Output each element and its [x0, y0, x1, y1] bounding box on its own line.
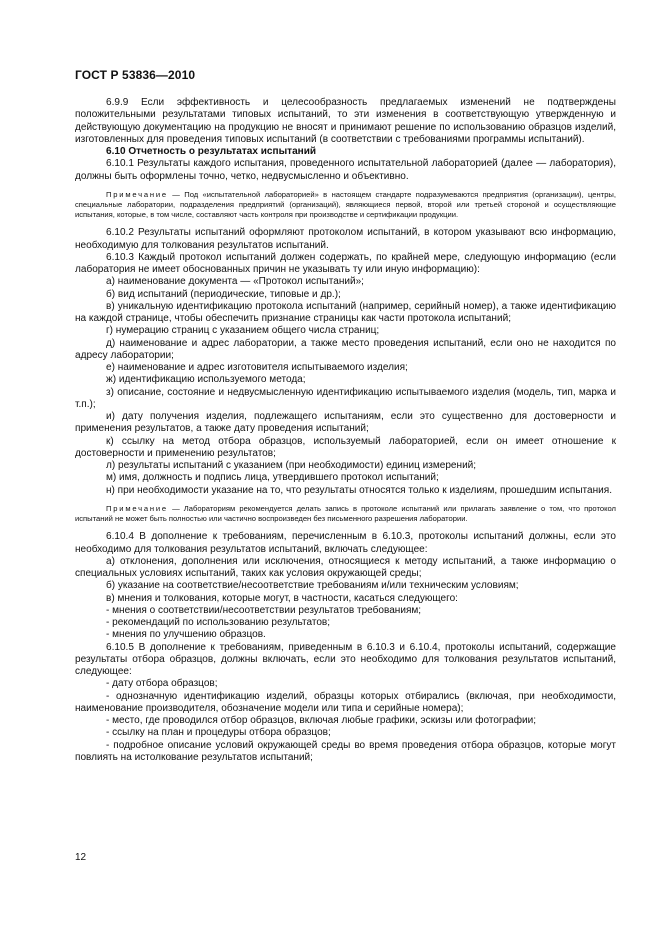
paragraph-6-10-4: 6.10.4 В дополнение к требованиям, перечисленным в 6.10.3, протоколы испытаний должны, если это необходимо для толкования результатов испытаний, включать следующее:	[75, 531, 616, 555]
list-item: - однозначную идентификацию изделий, образцы которых отбирались (включая, при необходимости, наименование производителя, обозначение модели или типа и серийные номера);	[75, 690, 616, 714]
list-item: а) отклонения, дополнения или исключения, относящиеся к методу испытаний, а также информацию о специальных условиях испытаний, таких как условия окружающей среды;	[75, 555, 616, 580]
list-item: к) ссылку на метод отбора образцов, используемый лабораторией, если он имеет отношение к достоверности и применению результатов;	[75, 435, 616, 459]
list-item: - подробное описание условий окружающей среды во время проведения отбора образцов, которые могут повлиять на истолкование результатов испытаний;	[75, 739, 616, 763]
note-text: — Лабораториям рекомендуется делать запись в протоколе испытаний или прилагать заявление о том, что протокол испытаний не может быть полностью или частично воспроизведен без письменного разрешения лаборатории.	[75, 503, 616, 524]
list-item: - место, где проводился отбор образцов, включая любые графики, эскизы или фотографии;	[106, 715, 537, 727]
list-item: а) наименование документа — «Протокол испытаний»;	[106, 276, 364, 288]
list-item: - ссылку на план и процедуры отбора образцов;	[106, 727, 331, 739]
document-header: ГОСТ Р 53836—2010	[75, 68, 196, 82]
list-item: в) уникальную идентификацию протокола испытаний (например, серийный номер), а также идентификацию на каждой странице, чтобы обеспечить признание страницы как части протокола испытаний;	[75, 300, 616, 325]
note-label: Примечание	[106, 189, 168, 199]
list-item: в) мнения и толкования, которые могут, в частности, касаться следующего:	[106, 592, 458, 604]
list-item: з) описание, состояние и недвусмысленную идентификацию испытываемого изделия (модель, тип, марка и т.п.);	[75, 386, 616, 410]
note-1	[75, 190, 616, 221]
list-item: н) при необходимости указание на то, что результаты относятся только к изделиям, прошедшим испытания.	[106, 484, 613, 496]
note-2	[75, 504, 616, 524]
list-item: - дату отбора образцов;	[106, 678, 218, 690]
document-body	[75, 97, 616, 764]
list-item: ж) идентификацию используемого метода;	[106, 374, 306, 386]
paragraph-6-10-2: 6.10.2 Результаты испытаний оформляют протоколом испытаний, в котором указывают всю информацию, необходимую для толкования результатов испытаний.	[75, 227, 616, 251]
list-item: - мнения по улучшению образцов.	[106, 629, 266, 641]
list-item: - рекомендаций по использованию результатов;	[106, 617, 331, 629]
list-item: д) наименование и адрес лаборатории, а также место проведения испытаний, если оно не находится по адресу лаборатории;	[75, 337, 616, 361]
section-heading-6-10: 6.10 Отчетность о результатах испытаний	[106, 146, 317, 157]
list-item: м) имя, должность и подпись лица, утвердившего протокол испытаний;	[106, 472, 439, 484]
list-item: б) указание на соответствие/несоответствие требованиям и/или техническим условиям;	[106, 580, 519, 592]
list-item: л) результаты испытаний с указанием (при необходимости) единиц измерений;	[106, 460, 477, 472]
paragraph-6-10-5: 6.10.5 В дополнение к требованиям, приведенным в 6.10.3 и 6.10.4, протоколы испытаний, содержащие результаты отбора образцов, должны включать, если это необходимо для толкования результатов испытаний, следующее:	[75, 641, 616, 678]
list-item: е) наименование и адрес изготовителя испытываемого изделия;	[106, 362, 408, 374]
note-label: Примечание	[106, 503, 168, 513]
note-text: — Под «испытательной лабораторией» в настоящем стандарте подразумеваются предприятия (организации), центры, специальные лаборатории, подразделения предприятий (организаций), являющиеся первой, второй или третьей стороной и осуществляющие испытания, которые, в том числе, составляют часть контроля при производстве и сертификации продукции.	[75, 189, 616, 220]
list-item: - мнения о соответствии/несоответствии результатов требованиям;	[106, 604, 422, 616]
page-number: 12	[75, 852, 87, 863]
list-item: и) дату получения изделия, подлежащего испытаниям, если это существенно для достоверности и применения результатов, а также дату проведения испытаний;	[75, 411, 616, 435]
paragraph-6-9-9: 6.9.9 Если эффективность и целесообразность предлагаемых изменений не подтверждены положительными результатами типовых испытаний, то эти изменения в соответствующую утвержденную и действующую документацию на продукцию не вносят и принимают решение по использованию образцов изделий, изготовленных для проведения типовых испытаний (в соответствии с требованиями программы испытаний).	[75, 97, 616, 145]
paragraph-6-10-1: 6.10.1 Результаты каждого испытания, проведенного испытательной лабораторией (далее — лаборатория), должны быть оформлены точно, четко, недвусмысленно и объективно.	[75, 158, 616, 182]
list-item: б) вид испытаний (периодические, типовые и др.);	[106, 288, 341, 300]
paragraph-6-10-3: 6.10.3 Каждый протокол испытаний должен содержать, по крайней мере, следующую информацию (если лаборатория не имеет обоснованных причин не указывать ту или иную информацию):	[75, 251, 616, 276]
list-item: г) нумерацию страниц с указанием общего числа страниц;	[106, 325, 380, 337]
